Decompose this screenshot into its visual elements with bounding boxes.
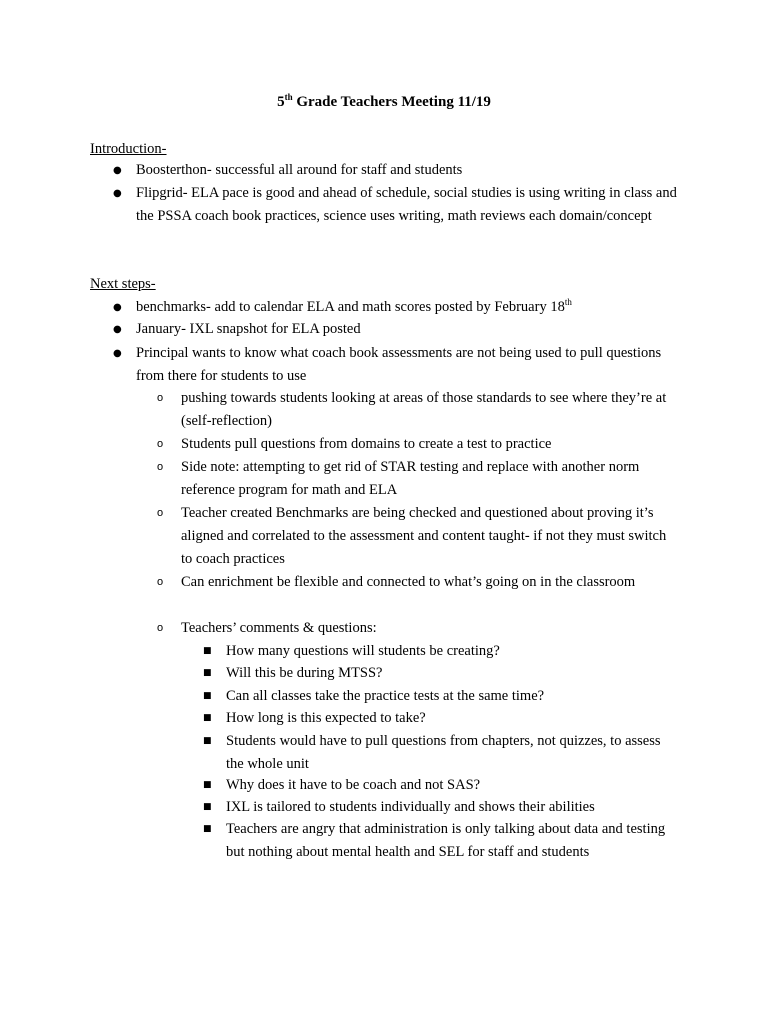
title-grade-number: 5 — [277, 94, 285, 110]
question-text: Students would have to pull questions from chapters, not quizzes, to assess the whole unit — [226, 733, 661, 772]
square-marker: ■ — [203, 691, 212, 701]
question-item — [203, 685, 681, 708]
introduction-heading: Introduction- — [90, 141, 167, 157]
question-item — [203, 796, 681, 819]
bullet-marker: ● — [113, 348, 122, 359]
list-item — [113, 159, 681, 182]
title-text: Grade Teachers Meeting 11/19 — [292, 94, 491, 110]
circle-marker: o — [157, 392, 164, 404]
next-steps-heading: Next steps- — [90, 276, 156, 292]
question-text: Why does it have to be coach and not SAS? — [226, 777, 481, 793]
question-item — [203, 707, 681, 730]
sub-list-item-text: Teacher created Benchmarks are being checked and questioned about proving it’s aligned and correlated to the assessment and content taught- if not they must switch to coach practices — [181, 505, 667, 567]
list-item-text: Principal wants to know what coach book assessments are not being used to pull questions from there for students to use — [136, 345, 662, 384]
circle-marker: o — [157, 438, 164, 450]
list-item-text: Boosterthon- successful all around for staff and students — [136, 162, 463, 178]
sub-list-item-text: Teachers’ comments & questions: — [181, 620, 377, 636]
question-text: Can all classes take the practice tests at the same time? — [226, 688, 545, 704]
square-marker: ■ — [203, 780, 212, 790]
sub-list-item-text: Students pull questions from domains to create a test to practice — [181, 436, 552, 452]
question-text: IXL is tailored to students individually and shows their abilities — [226, 799, 595, 815]
sub-list-item-text: Side note: attempting to get rid of STAR testing and replace with another norm reference program for math and ELA — [181, 459, 640, 498]
circle-marker: o — [157, 622, 164, 634]
square-marker: ■ — [203, 713, 212, 723]
square-marker: ■ — [203, 802, 212, 812]
sub-list-item — [157, 387, 681, 433]
sub-list-item — [157, 617, 681, 640]
sub-list-item — [157, 433, 681, 456]
bullet-marker: ● — [113, 302, 122, 313]
question-item — [203, 818, 681, 864]
document-title — [0, 92, 768, 112]
question-text: Teachers are angry that administration is only talking about data and testing but nothing about mental health and SEL for staff and students — [226, 821, 666, 860]
question-item — [203, 730, 681, 776]
sub-list-item — [157, 502, 681, 571]
sub-list-item-text: pushing towards students looking at areas of those standards to see where they’re at (self-reflection) — [181, 390, 667, 429]
sub-list-item — [157, 456, 681, 502]
date-ordinal: th — [564, 297, 572, 307]
question-item — [203, 662, 681, 685]
list-item — [113, 342, 681, 388]
square-marker: ■ — [203, 824, 212, 834]
list-item-text: January- IXL snapshot for ELA posted — [136, 321, 361, 337]
title-grade-ordinal: th — [284, 92, 293, 102]
square-marker: ■ — [203, 646, 212, 656]
square-marker: ■ — [203, 668, 212, 678]
circle-marker: o — [157, 507, 164, 519]
list-item — [113, 182, 681, 228]
bullet-marker: ● — [113, 188, 122, 199]
question-item — [203, 774, 681, 797]
bullet-marker: ● — [113, 324, 122, 335]
square-marker: ■ — [203, 736, 212, 746]
list-item — [113, 318, 681, 341]
bullet-marker: ● — [113, 165, 122, 176]
question-text: Will this be during MTSS? — [226, 665, 383, 681]
question-text: How long is this expected to take? — [226, 710, 426, 726]
sub-list-item — [157, 571, 681, 594]
sub-list-item-text: Can enrichment be flexible and connected to what’s going on in the classroom — [181, 574, 636, 590]
question-item — [203, 640, 681, 663]
question-text: How many questions will students be creating? — [226, 643, 500, 659]
circle-marker: o — [157, 576, 164, 588]
list-item-text: Flipgrid- ELA pace is good and ahead of schedule, social studies is using writing in class and the PSSA coach book practices, science uses writing, math reviews each domain/concept — [136, 185, 677, 224]
circle-marker: o — [157, 461, 164, 473]
list-item-text: benchmarks- add to calendar ELA and math scores posted by February 18 — [136, 299, 565, 315]
list-item — [113, 296, 681, 319]
